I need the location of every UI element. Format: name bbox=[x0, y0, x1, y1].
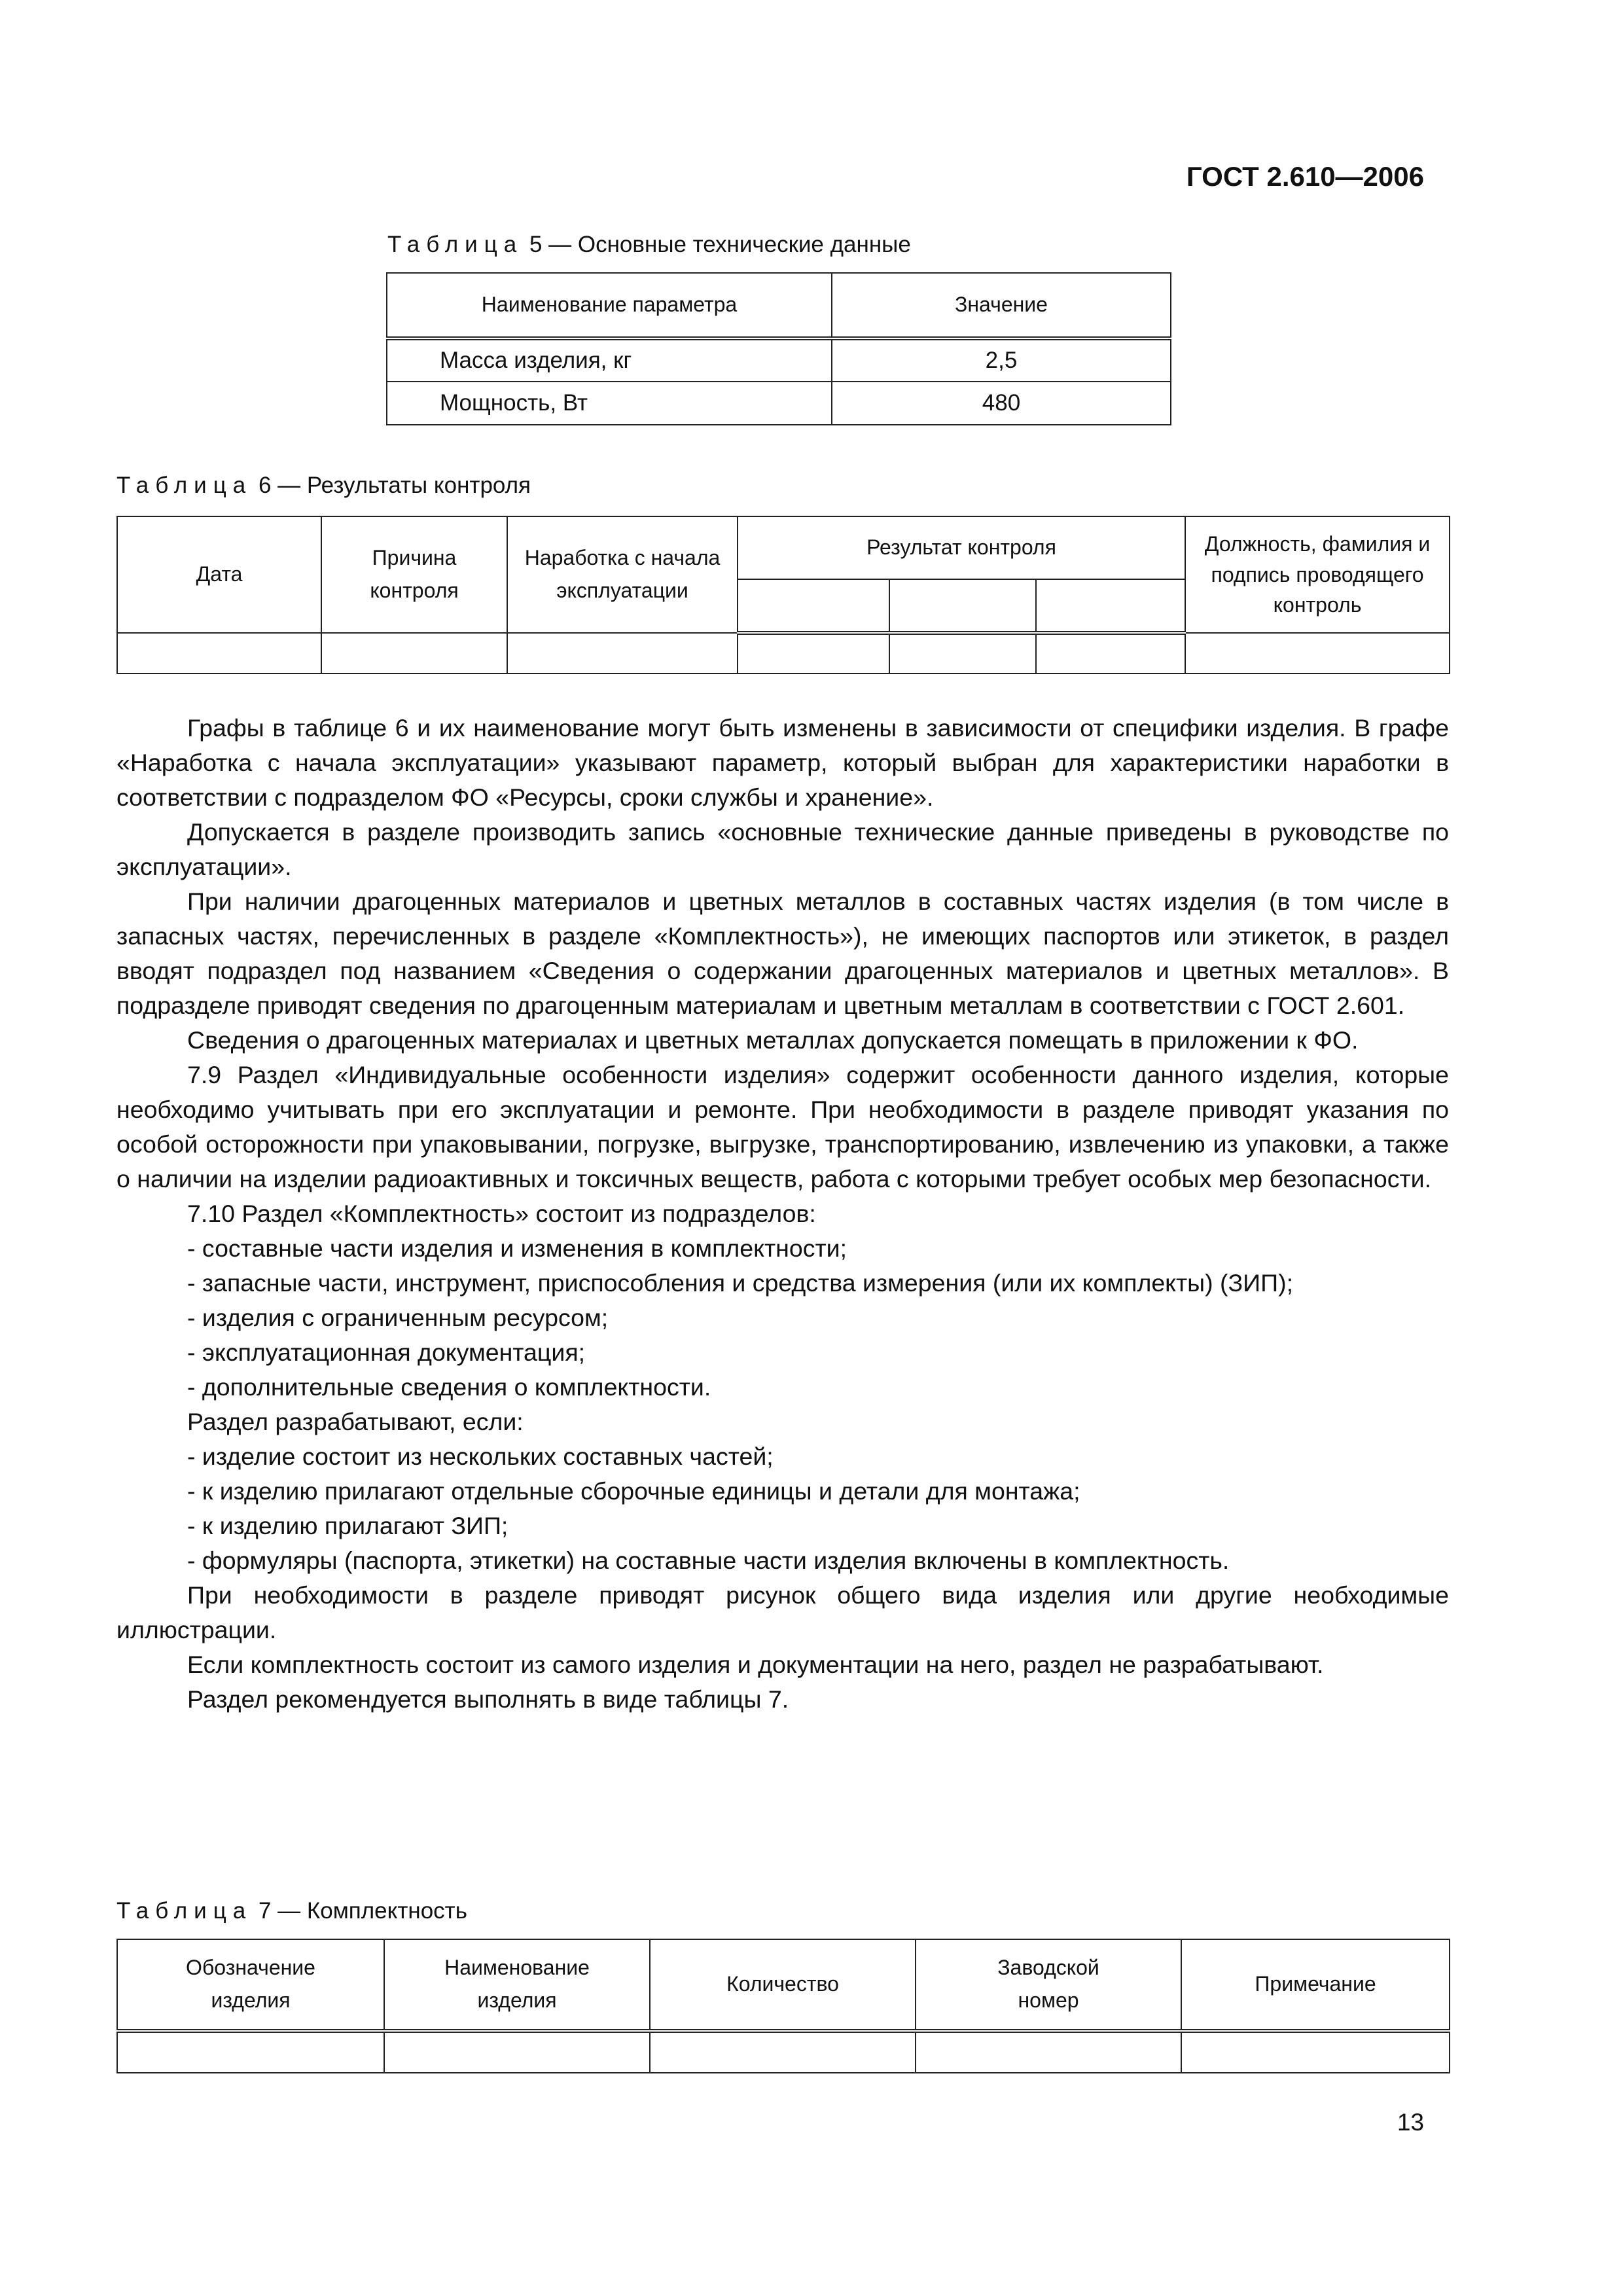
table7-header-name: Наименование изделия bbox=[384, 1939, 650, 2031]
table5-header-value: Значение bbox=[832, 273, 1171, 338]
paragraph: Допускается в разделе производить запись «основные технические данные приведены в руководстве по эксплуатации». bbox=[116, 818, 1449, 880]
table7-caption-word: Таблица bbox=[116, 1898, 253, 1924]
page-number: 13 bbox=[1397, 2109, 1424, 2136]
list-item: - изделия с ограниченным ресурсом; bbox=[187, 1304, 609, 1331]
paragraph: Раздел рекомендуется выполнять в виде таблицы 7. bbox=[187, 1685, 789, 1713]
table6-header-operating-time: Наработка с начала эксплуатации bbox=[507, 516, 738, 633]
table6-empty-cell bbox=[1036, 633, 1185, 673]
table6-empty-cell bbox=[738, 633, 889, 673]
paragraph: Если комплектность состоит из самого изделия и документации на него, раздел не разрабатывают. bbox=[187, 1651, 1324, 1678]
table6-header-reason: Причина контроля bbox=[321, 516, 507, 633]
list-item: - запасные части, инструмент, приспособления и средства измерения (или их комплекты) (ЗИП); bbox=[187, 1269, 1293, 1297]
paragraph: Раздел разрабатывают, если: bbox=[187, 1408, 524, 1435]
table6-header-person: Должность, фамилия и подпись проводящего контроль bbox=[1185, 516, 1450, 633]
table5-cell-value: 2,5 bbox=[832, 338, 1171, 382]
table6-header-date: Дата bbox=[117, 516, 321, 633]
table7-header-serial-number: Заводской номер bbox=[916, 1939, 1181, 2031]
paragraph: Сведения о драгоценных материалах и цветных металлах допускается помещать в приложении к ФО. bbox=[187, 1026, 1359, 1054]
table7 bbox=[116, 1939, 1450, 2073]
table7-header-quantity: Количество bbox=[650, 1939, 916, 2031]
table7-header-note: Примечание bbox=[1181, 1939, 1450, 2031]
list-item: - к изделию прилагают отдельные сборочные единицы и детали для монтажа; bbox=[187, 1477, 1080, 1505]
list-item: - формуляры (паспорта, этикетки) на составные части изделия включены в комплектность. bbox=[187, 1547, 1230, 1574]
table5-caption-title: 5 — Основные технические данные bbox=[523, 232, 911, 257]
table6-result-subcell bbox=[1036, 579, 1185, 633]
paragraph: Графы в таблице 6 и их наименование могут быть изменены в зависимости от специфики изделия. В графе «Наработка с начала эксплуатации» указывают параметр, который выбран для характеристики наработки в соответствии с подразделом ФО «Ресурсы, сроки службы и хранение». bbox=[116, 714, 1449, 811]
table6-result-subcell bbox=[889, 579, 1036, 633]
table6-result-subcell bbox=[738, 579, 889, 633]
table6-caption-title: 6 — Результаты контроля bbox=[252, 473, 531, 498]
table5-caption-word: Таблица bbox=[387, 232, 524, 257]
table7-empty-cell bbox=[916, 2031, 1181, 2073]
paragraph: 7.10 Раздел «Комплектность» состоит из подразделов: bbox=[187, 1200, 816, 1227]
body-text bbox=[116, 711, 1449, 1717]
list-item: - изделие состоит из нескольких составных частей; bbox=[187, 1443, 774, 1470]
table6-empty-cell bbox=[321, 633, 507, 673]
table7-empty-cell bbox=[384, 2031, 650, 2073]
table7-empty-cell bbox=[117, 2031, 384, 2073]
table7-empty-cell bbox=[650, 2031, 916, 2073]
table7-caption-title: 7 — Комплектность bbox=[252, 1898, 467, 1924]
table5-header-parameter: Наименование параметра bbox=[387, 273, 832, 338]
table5-cell-param: Мощность, Вт bbox=[387, 382, 832, 425]
list-item: - составные части изделия и изменения в комплектности; bbox=[187, 1234, 847, 1262]
standard-code-header: ГОСТ 2.610—2006 bbox=[1186, 161, 1424, 192]
table7-empty-cell bbox=[1181, 2031, 1450, 2073]
table6-empty-cell bbox=[889, 633, 1036, 673]
list-item: - эксплуатационная документация; bbox=[187, 1338, 586, 1366]
list-item: - дополнительные сведения о комплектности. bbox=[187, 1373, 711, 1401]
paragraph: При наличии драгоценных материалов и цветных металлов в составных частях изделия (в том числе в запасных частях, перечисленных в разделе «Комплектность»), не имеющих паспортов или этикеток, в раздел вводят подраздел под названием «Сведения о содержании драгоценных материалов и цветных металлов». В подразделе приводят сведения по драгоценным материалам и цветным металлам в соответствии с ГОСТ 2.601. bbox=[116, 888, 1449, 1019]
paragraph: При необходимости в разделе приводят рисунок общего вида изделия или другие необходимые иллюстрации. bbox=[116, 1581, 1449, 1643]
table7-header-designation: Обозначение изделия bbox=[117, 1939, 384, 2031]
table6-empty-cell bbox=[117, 633, 321, 673]
table5-caption bbox=[387, 232, 911, 258]
table5-cell-param: Масса изделия, кг bbox=[387, 338, 832, 382]
table6-empty-cell bbox=[507, 633, 738, 673]
table5 bbox=[386, 272, 1171, 425]
list-item: - к изделию прилагают ЗИП; bbox=[187, 1512, 508, 1539]
table7-caption bbox=[116, 1898, 467, 1924]
table6-caption bbox=[116, 473, 531, 499]
table6-header-result: Результат контроля bbox=[738, 516, 1185, 579]
table6-empty-cell bbox=[1185, 633, 1450, 673]
table6 bbox=[116, 516, 1450, 674]
table5-cell-value: 480 bbox=[832, 382, 1171, 425]
table6-caption-word: Таблица bbox=[116, 473, 253, 498]
paragraph: 7.9 Раздел «Индивидуальные особенности изделия» содержит особенности данного изделия, которые необходимо учитывать при его эксплуатации и ремонте. При необходимости в разделе приводят указания по особой осторожности при упаковывании, погрузке, выгрузке, транспортированию, извлечению из упаковки, а также о наличии на изделии радиоактивных и токсичных веществ, работа с которыми требует особых мер безопасности. bbox=[116, 1061, 1449, 1193]
